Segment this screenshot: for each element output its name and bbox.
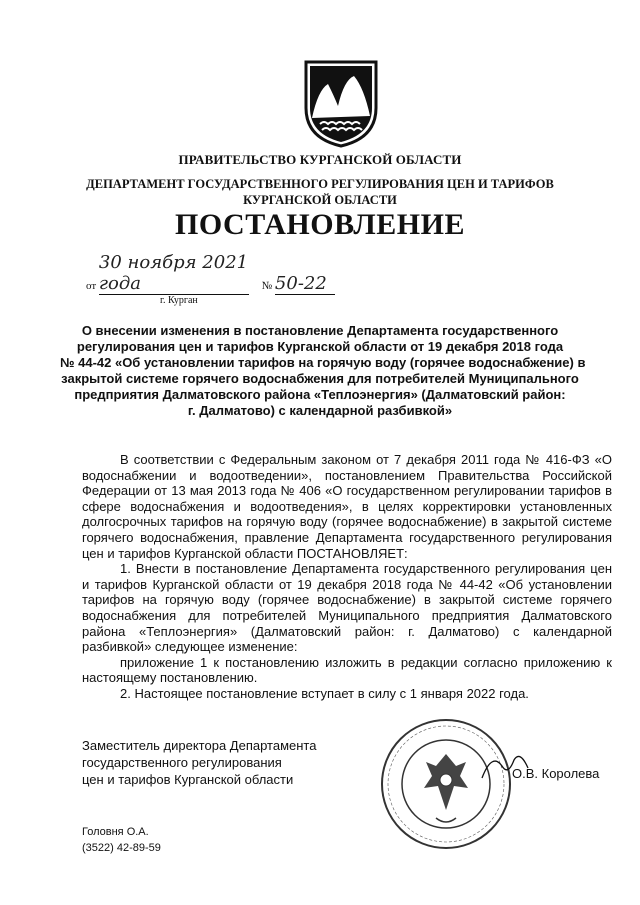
document-subject [60,323,586,419]
subject-line: г. Далматово) с календарной разбивкой» [187,403,453,418]
dateline [86,252,386,306]
position-line: цен и тарифов Курганской области [82,772,294,787]
date-from-label: от [86,280,97,292]
contact-info [82,824,161,856]
preamble-paragraph: В соответствии с Федеральным законом от 7 декабря 2011 года № 416-ФЗ «О водоснабжении и водоотведении», постановлением Правительства Российской Федерации от 13 мая 2013 года № 406 «О государственном регулировании тарифов в сфере водоснабжения и водоотведения», в целях корректировки установленных долгосрочных тарифов на горячую воду (горячее водоснабжение) в закрытой системе горячего водоснабжения, правление Департамента государственного регулирования цен и тарифов Курганской области ПОСТАНОВЛЯЕТ: [82,452,612,561]
executor-phone: (3522) 42-89-59 [82,842,161,854]
number-label: № [261,280,273,292]
handwritten-date: 30 ноября 2021 года [98,252,249,294]
coat-of-arms-icon [302,58,380,148]
position-line: Заместитель директора Департамента [82,738,317,753]
item-1-sub-paragraph: приложение 1 к постановлению изложить в редакции согласно приложению к настоящему постановлению. [82,654,612,686]
executor-name: Головня О.А. [82,826,149,838]
subject-line: О внесении изменения в постановление Департамента государственного [81,323,559,338]
subject-line: предприятия Далматовского района «Теплоэнергия» (Далматовский район: [74,387,566,402]
signer-name: О.В. Королева [512,766,600,781]
city-label: г. Курган [160,295,198,306]
department-name-line2: КУРГАНСКОЙ ОБЛАСТИ [243,193,397,207]
department-name-line1: ДЕПАРТАМЕНТ ГОСУДАРСТВЕННОГО РЕГУЛИРОВАНИЯ ЦЕН И ТАРИФОВ [86,177,554,191]
item-1-paragraph: 1. Внести в постановление Департамента государственного регулирования цен и тарифов Курганской области от 19 декабря 2018 года № 44-42 «Об установлении тарифов на горячую воду (горячее водоснабжение) в закрытой системе горячего водоснабжения для потребителей Муниципального предприятия Далматовского района «Теплоэнергия» (Далматовский район: г. Далматово) с календарной разбивкой» следующее изменение: [82,561,612,655]
signatory-position [82,737,316,788]
subject-line: регулирования цен и тарифов Курганской области от 19 декабря 2018 года [76,339,564,354]
document-body [82,452,612,702]
document-type-title: ПОСТАНОВЛЕНИЕ [175,208,465,241]
subject-line: закрытой системе горячего водоснабжения для потребителей Муниципального [61,371,579,386]
government-name: ПРАВИТЕЛЬСТВО КУРГАНСКОЙ ОБЛАСТИ [178,152,462,167]
subject-line: № 44-42 «Об установлении тарифов на горячую воду (горячее водоснабжение) в [60,355,586,370]
item-2-paragraph: 2. Настоящее постановление вступает в силу с 1 января 2022 года. [120,685,529,701]
position-line: государственного регулирования [82,755,282,770]
handwritten-number: 50-22 [275,273,335,295]
